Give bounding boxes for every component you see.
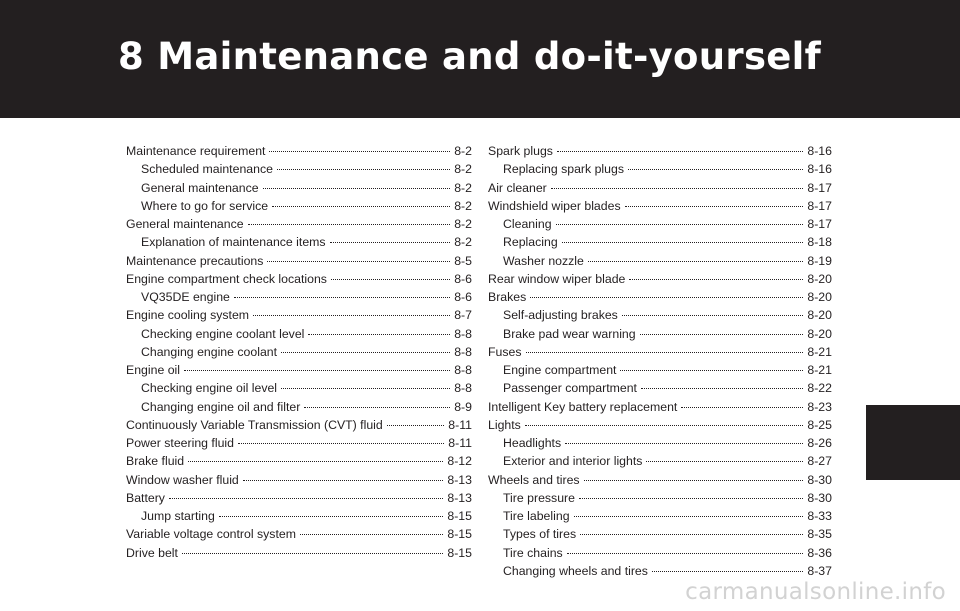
toc-entry-page: 8-20 (807, 271, 832, 286)
toc-dot-leader (281, 352, 450, 353)
toc-entry-label: Continuously Variable Transmission (CVT) fluid (126, 417, 383, 432)
toc-entry-label: Brakes (488, 290, 527, 304)
toc-entry-label: Tire pressure (503, 490, 575, 505)
toc-entry[interactable] (488, 544, 832, 562)
watermark-text: carmanualsonline.info (685, 579, 946, 605)
toc-entry-label: Engine oil (126, 363, 181, 377)
toc-entry[interactable] (126, 525, 472, 543)
toc-entry-page: 8-19 (807, 253, 832, 268)
toc-entry-label: Checking engine coolant level (141, 326, 305, 341)
toc-entry-label: General maintenance (141, 180, 259, 195)
toc-entry[interactable] (126, 379, 472, 397)
toc-entry-label: Self-adjusting brakes (503, 308, 618, 323)
toc-entry-page: 8-30 (807, 490, 832, 505)
toc-entry-page: 8-2 (454, 235, 472, 250)
toc-entry-label: Changing wheels and tires (503, 563, 648, 578)
toc-entry[interactable] (488, 416, 832, 434)
toc-entry-label: Wheels and tires (488, 472, 580, 487)
toc-dot-leader (169, 498, 443, 499)
toc-dot-leader (526, 352, 804, 353)
toc-entry[interactable] (126, 544, 472, 562)
toc-entry[interactable] (488, 525, 832, 543)
toc-entry[interactable] (126, 288, 472, 306)
toc-dot-leader (588, 261, 804, 262)
toc-entry[interactable] (126, 343, 472, 361)
toc-entry-label: Changing engine coolant (141, 344, 278, 359)
toc-entry[interactable] (488, 215, 832, 233)
toc-entry-page: 8-20 (807, 308, 832, 323)
toc-entry[interactable] (488, 288, 832, 306)
toc-entry-label: Types of tires (503, 527, 577, 542)
toc-entry-page: 8-8 (454, 363, 472, 377)
toc-entry[interactable] (488, 507, 832, 525)
toc-dot-leader (562, 242, 804, 243)
toc-entry-page: 8-18 (807, 235, 832, 250)
toc-entry[interactable] (488, 361, 832, 379)
toc-entry[interactable] (126, 471, 472, 489)
toc-entry-label: Drive belt (126, 545, 178, 560)
toc-dot-leader (272, 206, 450, 207)
toc-entry[interactable] (126, 270, 472, 288)
toc-dot-leader (681, 407, 803, 408)
toc-entry-label: Intelligent Key battery replacement (488, 399, 678, 414)
toc-entry-label: Brake pad wear warning (503, 326, 636, 341)
toc-entry[interactable] (126, 252, 472, 270)
toc-entry-label: Fuses (488, 344, 522, 359)
toc-entry[interactable] (126, 416, 472, 434)
toc-dot-leader (387, 425, 445, 426)
toc-dot-leader (300, 534, 443, 535)
toc-entry[interactable] (126, 489, 472, 507)
toc-entry-page: 8-15 (447, 545, 472, 560)
toc-entry[interactable] (126, 361, 472, 379)
toc-entry-label: Explanation of maintenance items (141, 235, 326, 250)
toc-entry-label: Scheduled maintenance (141, 162, 273, 177)
toc-entry[interactable] (488, 306, 832, 324)
chapter-title: 8 Maintenance and do-it-yourself (118, 35, 822, 78)
toc-entry-page: 8-16 (807, 144, 832, 158)
toc-entry[interactable] (488, 398, 832, 416)
toc-entry[interactable] (126, 160, 472, 178)
toc-entry-label: Changing engine oil and filter (141, 399, 301, 414)
toc-entry-page: 8-20 (807, 326, 832, 341)
toc-entry[interactable] (126, 325, 472, 343)
toc-entry-label: Washer nozzle (503, 253, 584, 268)
toc-entry-label: Replacing (503, 235, 558, 250)
toc-entry-label: Exterior and interior lights (503, 454, 643, 469)
toc-entry-label: Engine compartment (503, 363, 617, 377)
toc-entry-label: Engine cooling system (126, 308, 250, 323)
toc-entry-page: 8-25 (807, 417, 832, 432)
toc-entry[interactable] (488, 142, 832, 160)
toc-dot-leader (263, 188, 451, 189)
toc-dot-leader (622, 315, 804, 316)
toc-entry-label: Tire chains (503, 545, 563, 560)
toc-dot-leader (629, 279, 803, 280)
toc-entry-page: 8-17 (807, 180, 832, 195)
chapter-header-bar (0, 0, 960, 118)
toc-entry-label: Where to go for service (141, 198, 269, 213)
toc-dot-leader (579, 498, 803, 499)
toc-entry-page: 8-15 (447, 527, 472, 542)
toc-entry[interactable] (488, 197, 832, 215)
toc-entry-page: 8-11 (448, 417, 472, 432)
toc-dot-leader (188, 461, 443, 462)
toc-dot-leader (267, 261, 450, 262)
toc-entry-page: 8-8 (454, 381, 472, 396)
toc-entry[interactable] (488, 562, 832, 580)
toc-entry-page: 8-16 (807, 162, 832, 177)
toc-entry[interactable] (488, 434, 832, 452)
toc-entry-page: 8-2 (454, 198, 472, 213)
toc-dot-leader (253, 315, 450, 316)
toc-entry-page: 8-30 (807, 472, 832, 487)
toc-entry-page: 8-11 (448, 436, 472, 450)
toc-entry-label: Cleaning (503, 217, 552, 231)
toc-entry-label: VQ35DE engine (141, 290, 230, 304)
toc-dot-leader (574, 516, 804, 517)
toc-entry[interactable] (126, 306, 472, 324)
toc-dot-leader (641, 388, 803, 389)
toc-entry-label: Window washer fluid (126, 472, 239, 487)
toc-entry-page: 8-13 (447, 490, 472, 505)
toc-entry-label: Power steering fluid (126, 436, 234, 450)
toc-entry-page: 8-7 (454, 308, 472, 323)
toc-entry[interactable] (488, 452, 832, 470)
toc-dot-leader (620, 370, 803, 371)
toc-entry[interactable] (488, 489, 832, 507)
toc-entry-page: 8-2 (454, 180, 472, 195)
toc-entry-label: Windshield wiper blades (488, 198, 621, 213)
toc-entry-page: 8-2 (454, 144, 472, 158)
toc-entry-label: Engine compartment check locations (126, 271, 327, 286)
toc-dot-leader (248, 224, 451, 225)
toc-entry-label: Battery (126, 490, 165, 505)
toc-dot-leader (525, 425, 804, 426)
toc-dot-leader (308, 334, 450, 335)
toc-dot-leader (557, 151, 803, 152)
toc-left-column (126, 142, 472, 562)
toc-entry-page: 8-21 (807, 363, 832, 377)
toc-dot-leader (567, 553, 804, 554)
toc-entry[interactable] (126, 215, 472, 233)
chapter-thumb-tab (866, 405, 960, 480)
toc-entry-page: 8-13 (447, 472, 472, 487)
toc-entry-label: Tire labeling (503, 509, 570, 523)
toc-entry-label: Brake fluid (126, 454, 185, 469)
toc-entry-label: Lights (488, 417, 521, 432)
toc-dot-leader (640, 334, 804, 335)
toc-dot-leader (277, 169, 450, 170)
toc-dot-leader (625, 206, 804, 207)
toc-entry[interactable] (126, 179, 472, 197)
toc-entry[interactable] (126, 398, 472, 416)
toc-entry[interactable] (488, 252, 832, 270)
toc-dot-leader (182, 553, 443, 554)
toc-entry-label: Checking engine oil level (141, 381, 278, 396)
toc-entry[interactable] (488, 270, 832, 288)
toc-dot-leader (652, 571, 803, 572)
toc-entry-label: Air cleaner (488, 180, 547, 195)
toc-dot-leader (184, 370, 450, 371)
toc-entry-label: Rear window wiper blade (488, 271, 626, 286)
toc-dot-leader (551, 188, 804, 189)
toc-dot-leader (281, 388, 450, 389)
toc-entry[interactable] (126, 142, 472, 160)
toc-entry-page: 8-6 (454, 271, 472, 286)
toc-entry-page: 8-5 (454, 253, 472, 268)
toc-dot-leader (565, 443, 803, 444)
toc-entry-page: 8-37 (807, 563, 832, 578)
toc-entry-page: 8-27 (807, 454, 832, 469)
toc-entry-label: Headlights (503, 436, 562, 450)
toc-entry-label: Maintenance requirement (126, 144, 266, 158)
toc-entry-label: Replacing spark plugs (503, 162, 624, 177)
toc-entry-label: Passenger compartment (503, 381, 637, 396)
toc-entry-label: General maintenance (126, 217, 244, 231)
toc-entry-page: 8-22 (807, 381, 832, 396)
toc-entry-page: 8-2 (454, 217, 472, 231)
toc-entry-page: 8-17 (807, 198, 832, 213)
toc-entry[interactable] (126, 233, 472, 251)
toc-entry-page: 8-2 (454, 162, 472, 177)
toc-dot-leader (330, 242, 451, 243)
toc-dot-leader (331, 279, 450, 280)
toc-entry-page: 8-36 (807, 545, 832, 560)
toc-entry-page: 8-33 (807, 509, 832, 523)
toc-right-column (488, 142, 832, 580)
toc-dot-leader (556, 224, 804, 225)
toc-entry-label: Spark plugs (488, 144, 553, 158)
toc-entry-page: 8-23 (807, 399, 832, 414)
toc-entry-label: Variable voltage control system (126, 527, 296, 542)
toc-entry[interactable] (488, 160, 832, 178)
toc-entry[interactable] (126, 452, 472, 470)
toc-dot-leader (580, 534, 803, 535)
toc-dot-leader (628, 169, 803, 170)
toc-entry[interactable] (488, 343, 832, 361)
toc-entry-label: Jump starting (141, 509, 215, 523)
toc-entry-page: 8-15 (447, 509, 472, 523)
toc-entry-page: 8-35 (807, 527, 832, 542)
toc-entry[interactable] (488, 471, 832, 489)
toc-entry-page: 8-8 (454, 344, 472, 359)
toc-entry-page: 8-12 (447, 454, 472, 469)
toc-entry[interactable] (126, 434, 472, 452)
toc-dot-leader (219, 516, 444, 517)
toc-dot-leader (269, 151, 450, 152)
toc-entry-page: 8-6 (454, 290, 472, 304)
toc-entry[interactable] (126, 197, 472, 215)
toc-entry[interactable] (488, 325, 832, 343)
toc-entry-page: 8-8 (454, 326, 472, 341)
toc-entry[interactable] (488, 379, 832, 397)
toc-entry-page: 8-26 (807, 436, 832, 450)
toc-entry-label: Maintenance precautions (126, 253, 264, 268)
toc-entry-page: 8-20 (807, 290, 832, 304)
toc-entry-page: 8-17 (807, 217, 832, 231)
toc-dot-leader (234, 297, 450, 298)
toc-entry[interactable] (488, 179, 832, 197)
toc-dot-leader (243, 480, 444, 481)
toc-dot-leader (584, 480, 804, 481)
toc-dot-leader (646, 461, 803, 462)
toc-entry-page: 8-21 (807, 344, 832, 359)
toc-dot-leader (530, 297, 803, 298)
toc-entry[interactable] (488, 233, 832, 251)
toc-entry-page: 8-9 (454, 399, 472, 414)
toc-dot-leader (304, 407, 450, 408)
toc-entry[interactable] (126, 507, 472, 525)
toc-dot-leader (238, 443, 444, 444)
